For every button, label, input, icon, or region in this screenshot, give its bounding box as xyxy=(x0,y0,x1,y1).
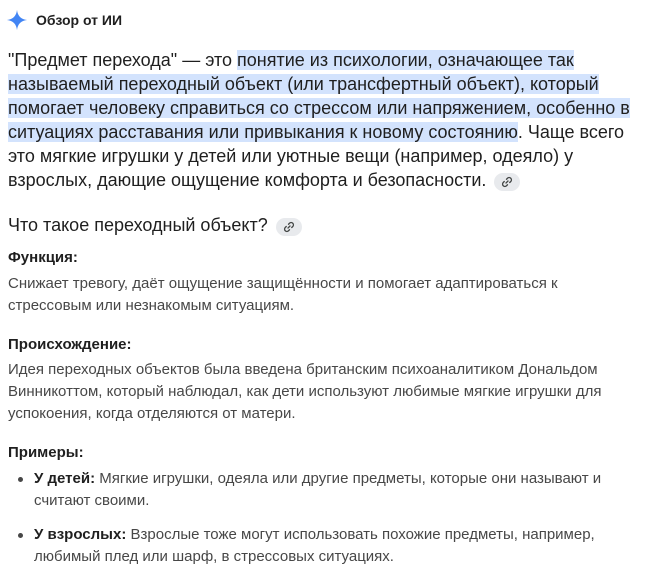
question-text: Что такое переходный объект? xyxy=(8,215,268,235)
link-icon xyxy=(501,176,513,188)
list-item xyxy=(8,524,644,568)
example-text: Взрослые тоже могут использовать похожие предметы, например, любимый плед или шарф, в стрессовых ситуациях. xyxy=(34,526,595,565)
question-heading xyxy=(8,213,302,237)
ai-overview-title: Обзор от ИИ xyxy=(36,12,123,28)
intro-tail: . Чаще всего это мягкие игрушки у детей или уютные вещи (например, одеяло) у взрослых, дающие ощущение комфорта и безопасности. xyxy=(8,122,625,190)
example-text: Мягкие игрушки, одеяла или другие предметы, которые они называют и считают своими. xyxy=(34,470,602,509)
link-icon xyxy=(283,221,295,233)
sparkle-icon xyxy=(6,9,28,31)
examples-title: Примеры: xyxy=(8,444,84,461)
ai-overview-header xyxy=(6,8,122,32)
example-label: У взрослых: xyxy=(34,526,127,543)
origin-text: Идея переходных объектов была введена британским психоаналитиком Дональдом Винникоттом, который наблюдал, как дети используют любимые мягкие игрушки для успокоения, когда отделяются от матери. xyxy=(8,361,602,422)
example-label: У детей: xyxy=(34,470,96,487)
examples-list xyxy=(8,468,644,568)
intro-lead: "Предмет перехода" — это xyxy=(8,50,238,70)
bullet-dot xyxy=(18,533,23,538)
intro-source-link-button[interactable] xyxy=(494,173,520,191)
intro-highlighted-text: понятие из психологии, означающее так называемый переходный объект (или трансфертный объект), который помогает человеку справиться со стрессом или напряжением, особенно в ситуациях расставания или привыкания к новому состоянию xyxy=(8,50,630,142)
bullet-dot xyxy=(18,477,23,482)
intro-paragraph xyxy=(8,48,644,192)
function-title: Функция: xyxy=(8,249,78,266)
function-text: Снижает тревогу, даёт ощущение защищённости и помогает адаптироваться к стрессовым или незнакомым ситуациям. xyxy=(8,275,558,314)
list-item xyxy=(8,468,644,512)
question-source-link-button[interactable] xyxy=(276,218,302,236)
origin-title: Происхождение: xyxy=(8,336,132,353)
